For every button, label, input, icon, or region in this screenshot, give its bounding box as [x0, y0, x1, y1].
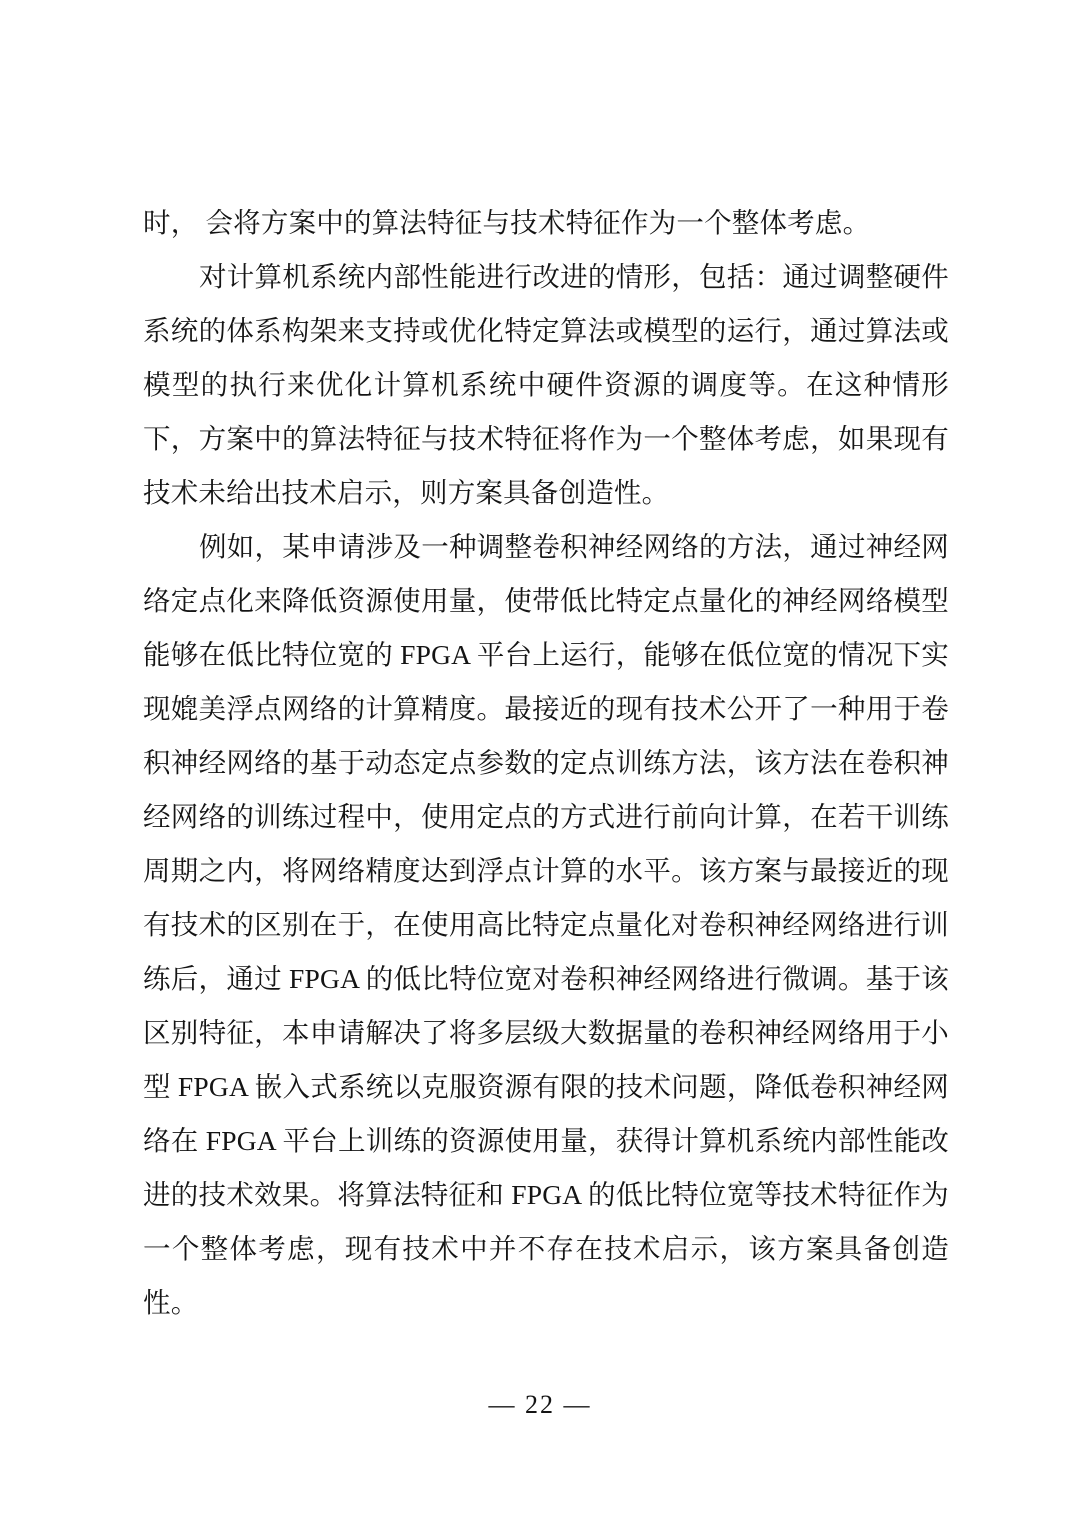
page-body [143, 196, 949, 1330]
paragraph-example-cnn-fpga: 例如，某申请涉及一种调整卷积神经网络的方法，通过神经网络定点化来降低资源使用量，使带低比特定点量化的神经网络模型能够在低比特位宽的 FPGA 平台上运行，能够在低位宽的情况下实现媲美浮点网络的计算精度。最接近的现有技术公开了一种用于卷积神经网络的基于动态定点参数的定点训练方法，该方法在卷积神经网络的训练过程中，使用定点的方式进行前向计算，在若干训练周期之内，将网络精度达到浮点计算的水平。该方案与最接近的现有技术的区别在于，在使用高比特定点量化对卷积神经网络进行训练后，通过 FPGA 的低比特位宽对卷积神经网络进行微调。基于该区别特征，本申请解决了将多层级大数据量的卷积神经网络用于小型 FPGA 嵌入式系统以克服资源有限的技术问题，降低卷积神经网络在 FPGA 平台上训练的资源使用量，获得计算机系统内部性能改进的技术效果。将算法特征和 FPGA 的低比特位宽等技术特征作为一个整体考虑，现有技术中并不存在技术启示，该方案具备创造性。 [143, 531, 949, 1318]
paragraph-continuation: 时， 会将方案中的算法特征与技术特征作为一个整体考虑。 [143, 207, 871, 238]
page-number: — 22 — [488, 1390, 592, 1419]
paragraph-internal-performance: 对计算机系统内部性能进行改进的情形，包括：通过调整硬件系统的体系构架来支持或优化特定算法或模型的运行，通过算法或模型的执行来优化计算机系统中硬件资源的调度等。在这种情形下，方案中的算法特征与技术特征将作为一个整体考虑，如果现有技术未给出技术启示，则方案具备创造性。 [143, 261, 949, 508]
